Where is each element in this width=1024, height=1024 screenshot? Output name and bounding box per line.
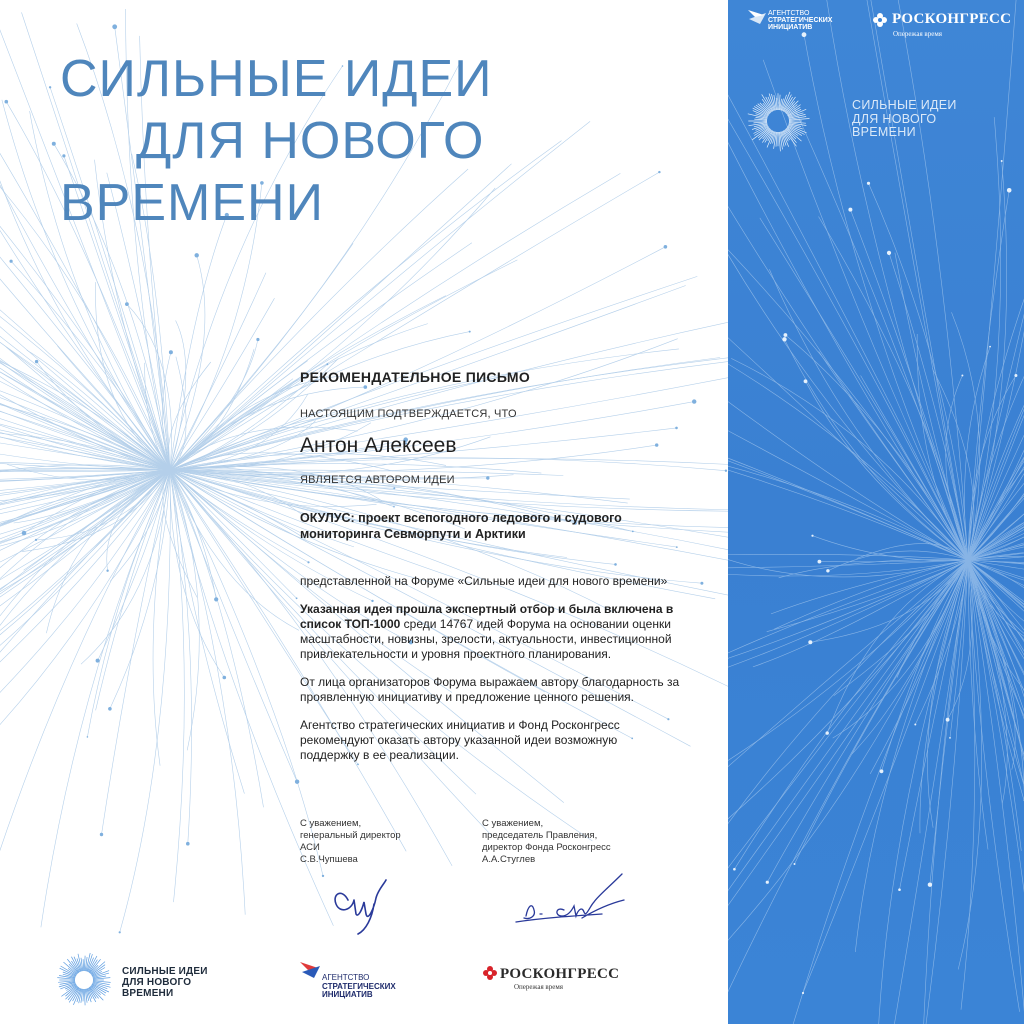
signature-block-roscongress (482, 818, 611, 866)
footer-asi-line-2: СТРАТЕГИЧЕСКИХ (322, 981, 396, 991)
top-roscongress-name: РОСКОНГРЕСС (892, 11, 1012, 27)
roscongress-flower-logo-icon (482, 965, 498, 981)
footer-roscongress-name: РОСКОНГРЕСС (500, 966, 620, 982)
letter-body (300, 370, 680, 776)
right-panel-title (852, 99, 957, 140)
right-title-line-2: ДЛЯ НОВОГО (852, 111, 937, 126)
signature-block-asi (300, 818, 401, 866)
sig-right-line-3: директор Фонда Росконгресс (482, 842, 611, 853)
asi-arrow-logo-icon (298, 958, 324, 982)
right-title-line-3: ВРЕМЕНИ (852, 125, 916, 139)
selection-rest: среди 14767 идей Форума на основании оценки масштабности, новизны, зрелости, актуальности, инвестиционной привлекательности и уровня проектного планирования. (300, 617, 672, 661)
top-asi-logo-text (768, 10, 832, 31)
author-line: ЯВЛЯЕТСЯ АВТОРОМ ИДЕИ (300, 474, 455, 486)
top-asi-line-2: СТРАТЕГИЧЕСКИХ (768, 17, 833, 24)
top-asi-arrow-logo-icon (746, 6, 768, 28)
presented-line: представленной на Форуме «Сильные идеи для нового времени» (300, 574, 668, 588)
recommendation-paragraph: Агентство стратегических инициатив и Фонд Росконгресс рекомендуют оказать автору указанной идеи возможную поддержку в ее реализации. (300, 718, 620, 762)
sig-left-line-1: С уважением, (300, 818, 362, 829)
sig-left-line-3: АСИ (300, 842, 320, 853)
footer-forum-line-1: СИЛЬНЫЕ ИДЕИ (122, 966, 208, 977)
forum-burst-logo-icon (54, 950, 114, 1010)
sig-right-line-4: А.А.Стуглев (482, 854, 536, 865)
footer-asi-line-1: АГЕНТСТВО (322, 973, 370, 982)
right-title-line-1: СИЛЬНЫЕ ИДЕИ (852, 98, 957, 112)
footer-roscongress-tagline: Опережая время (514, 983, 563, 991)
sig-right-line-2: председатель Правления, (482, 830, 598, 841)
top-asi-line-3: ИНИЦИАТИВ (768, 24, 813, 31)
author-name: Антон Алексеев (300, 434, 457, 457)
sig-left-line-4: С.В.Чупшева (300, 854, 358, 865)
headline (60, 48, 493, 234)
confirm-line: НАСТОЯЩИМ ПОДТВЕРЖДАЕТСЯ, ЧТО (300, 408, 517, 420)
headline-line-3: ВРЕМЕНИ (60, 174, 324, 232)
letter-title: РЕКОМЕНДАТЕЛЬНОЕ ПИСЬМО (300, 369, 531, 385)
footer-forum-line-3: ВРЕМЕНИ (122, 988, 174, 999)
headline-line-2: ДЛЯ НОВОГО (136, 112, 485, 170)
gratitude-paragraph: От лица организаторов Форума выражаем автору благодарность за проявленную инициативу и предложение ценного решения. (300, 675, 680, 704)
top-asi-line-1: АГЕНТСТВО (768, 10, 810, 17)
footer-asi-line-3: ИНИЦИАТИВ (322, 990, 373, 999)
signature-chupsheva-icon (318, 870, 408, 940)
signature-stuglev-icon (512, 866, 632, 930)
footer-forum-line-2: ДЛЯ НОВОГО (122, 977, 192, 988)
right-burst-logo-icon (740, 88, 816, 154)
selection-paragraph (300, 602, 680, 662)
headline-line-1: СИЛЬНЫЕ ИДЕИ (60, 50, 493, 108)
idea-title: ОКУЛУС: проект всепогодного ледового и судового мониторинга Севморпути и Арктики (300, 511, 622, 541)
footer-asi-logo-text (322, 974, 396, 1000)
selection-bold: Указанная идея прошла экспертный отбор и была включена в список ТОП-1000 (300, 602, 674, 631)
top-roscongress-tagline: Опережая время (893, 30, 942, 38)
top-roscongress-flower-logo-icon (872, 12, 888, 28)
sig-left-line-2: генеральный директор (300, 830, 401, 841)
sig-right-line-1: С уважением, (482, 818, 544, 829)
footer-forum-logo-text (122, 966, 208, 999)
